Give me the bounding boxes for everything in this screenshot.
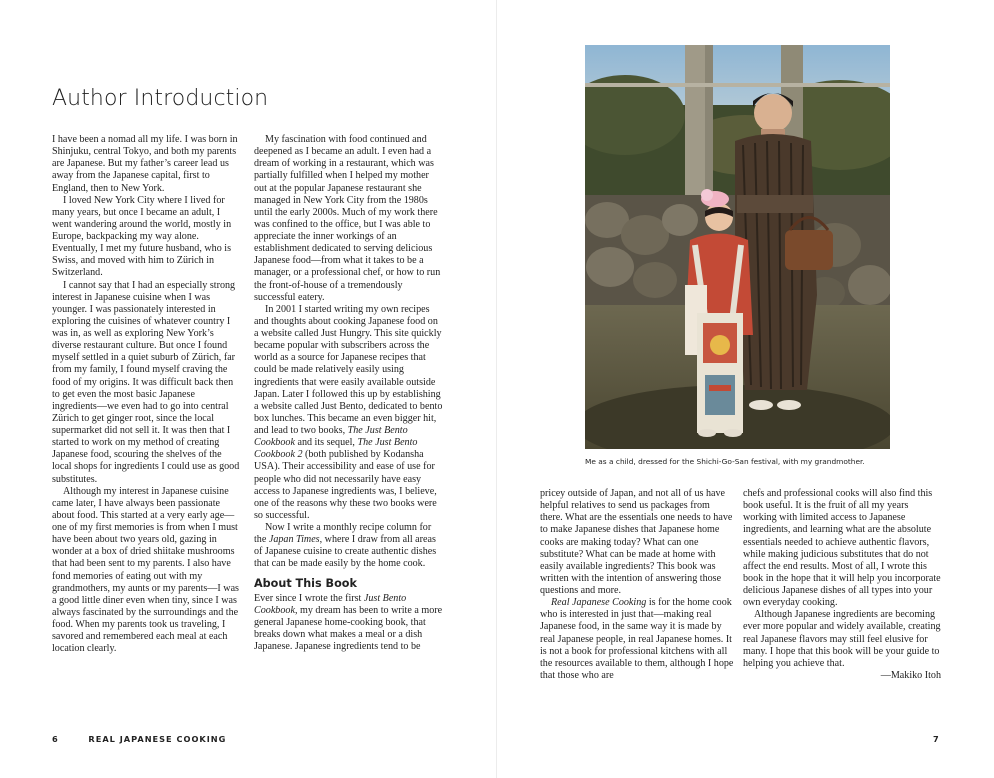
paragraph: Although my interest in Japanese cuisine came later, I have always been passionate about food. This started at a very early age—one of my first memories is from when I must have been about two years old, gazing in wonder at a box of dried shiitake mushrooms that had been sent to my parents. I also have fond memories of eating out with my grandmothers, my aunts or my parents—I was a good little diner even when tiny, since I was always fascinated by the surroundings and the food. When my parents took us traveling, I savored and remembered each meal at each location clearly. bbox=[52, 485, 239, 655]
paragraph: Real Japanese Cooking is for the home cook who is interested in just that—making real Japanese food, in the same way it is made by real Japanese people, in real Japanese homes. It is not a book for professional kitchens with all the resources available to them, although I hope that those who are bbox=[540, 597, 734, 681]
page-title: Author Introduction bbox=[52, 86, 269, 111]
paragraph: Although Japanese ingredients are becoming ever more popular and widely available, creating real Japanese flavors may still feel elusive for many. I hope that this book will be your guide to helping you achieve that. bbox=[743, 609, 941, 669]
right-column-2 bbox=[743, 488, 941, 682]
photo-child-with-grandmother bbox=[585, 45, 890, 449]
paragraph: My fascination with food continued and deepened as I became an adult. I even had a dream of working in a restaurant, which was partially fulfilled when I helped my mother out at the popular Japanese restaurant she managed in New York City from the 1980s until the early 2000s. Much of my work there was confined to the office, but I was able to appreciate the inner workings of an establishment dedicated to serving delicious Japanese food—from what it takes to be a manager, or a professional chef, or how to run the front-of-house of a tremendously successful eatery. bbox=[254, 134, 441, 303]
author-signature: —Makiko Itoh bbox=[880, 669, 941, 681]
paragraph: I cannot say that I had an especially strong interest in Japanese cuisine when I was younger. I was passionately interested in exploring the cuisines of whatever country I was in, as well as exploring New York’s diverse restaurant culture. But once I found myself settled in a quiet suburb of Zürich, far from my family, I found myself craving the food of my origins. It was difficult back then to get even the most basic Japanese ingredients—we even had to go into central Zürich to get ginger root, since the local supermarket did not sell it. It was then that I started to work on my method of creating Japanese food, scouring the shelves of the local shops for ingredients I could use as good substitutes. bbox=[52, 279, 240, 485]
paragraph: pricey outside of Japan, and not all of us have helpful relatives to send us packages from there. What are the essentials one needs to have to make Japanese dishes that Japanese home cooks are making today? What can one substitute? What can be made at home with easily available ingredients? This book was written with the intention of answering those questions and more. bbox=[540, 488, 733, 596]
publication-title: Japan Times bbox=[268, 534, 320, 546]
section-heading: About This Book bbox=[254, 576, 357, 590]
page-footer bbox=[52, 734, 226, 744]
right-page bbox=[497, 0, 994, 778]
running-title: REAL JAPANESE COOKING bbox=[88, 734, 227, 744]
paragraph: I loved New York City where I lived for many years, but once I became an adult, I went wandering around the world, mostly in Europe, backpacking my way alone. Eventually, I met my future husband, who is Swiss, and moved with him to Zürich in Switzerland. bbox=[52, 194, 232, 279]
book-title: The Just Bento Cookbook bbox=[254, 425, 408, 449]
book-title: Just Bento Cookbook bbox=[254, 592, 407, 616]
left-column-2 bbox=[254, 134, 444, 653]
paragraph: Now I write a monthly recipe column for the Japan Times, where I draw from all areas of Japanese cuisine to create authentic dishes that can be made easily by the home cook. bbox=[254, 522, 437, 570]
right-column-1 bbox=[540, 488, 734, 682]
page-number: 7 bbox=[933, 734, 940, 744]
book-title: Real Japanese Cooking bbox=[551, 597, 647, 609]
photo-caption: Me as a child, dressed for the Shichi-Go-San festival, with my grandmother. bbox=[585, 457, 865, 466]
paragraph: I have been a nomad all my life. I was born in Shinjuku, central Tokyo, and both my parents are Japanese. But my father’s career lead us away from the Japanese capital, first to England, then to New York. bbox=[52, 134, 238, 194]
paragraph: In 2001 I started writing my own recipes and thoughts about cooking Japanese food on a website called Just Hungry. This site quickly became popular with subscribers across the world as a source for Japanese recipes that could be made relatively easily using ingredients that were easily available outside Japan. Later I followed this up by establishing a website called Just Bento, dedicated to bento box lunches. This became an even bigger hit, and lead to two books, The Just Bento Cookbook and its sequel, The Just Bento Cookbook 2 (both published by Kodansha USA). Their accessibility and ease of use for people who did not necessarily have easy access to Japanese ingredients was, I believe, one of the reasons why these two books were so successful. bbox=[254, 303, 443, 521]
left-column-1 bbox=[52, 134, 242, 655]
paragraph: chefs and professional cooks will also find this book useful. It is the fruit of all my years working with limited access to Japanese ingredients, and learning what are the absolute essentials needed to achieve authentic flavors, while making judicious substitutes that do not affect the end results. Most of all, I wrote this book in the hope that it will help you incorporate delicious Japanese dishes of all types into your own everyday cooking. bbox=[743, 488, 941, 609]
page-number: 6 bbox=[52, 734, 59, 744]
paragraph: Ever since I wrote the first Just Bento Cookbook, my dream has been to write a more general Japanese home-cooking book, that breaks down what makes a meal or a dish Japanese. Japanese ingredients tend to be bbox=[254, 592, 443, 652]
book-title: The Just Bento Cookbook 2 bbox=[254, 437, 418, 461]
